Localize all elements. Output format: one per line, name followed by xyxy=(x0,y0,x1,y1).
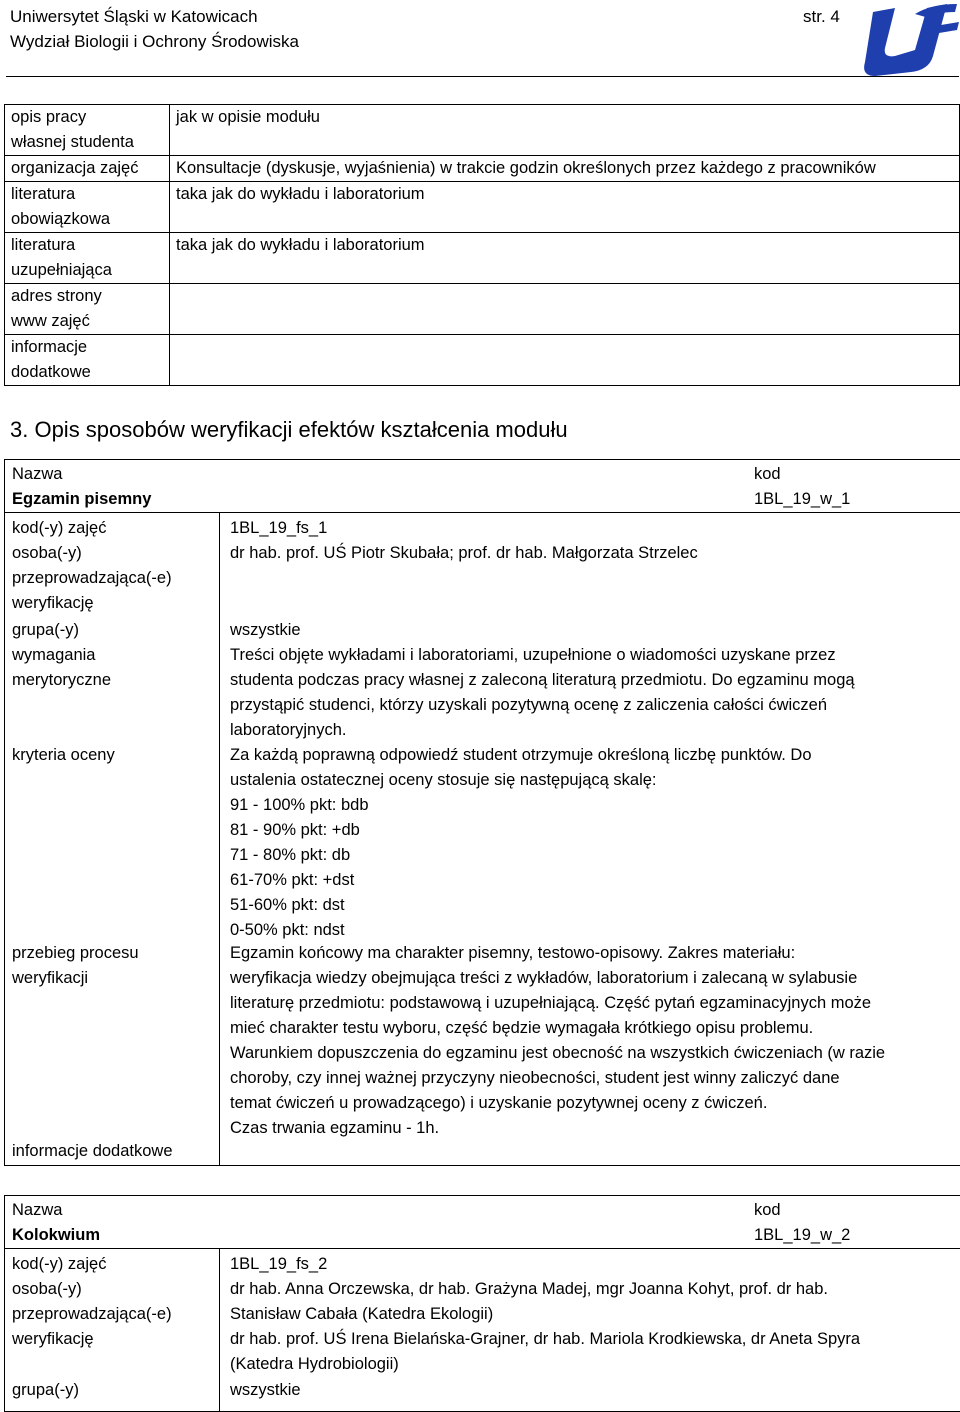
kod-zajec-label: kod(-y) zajęć xyxy=(12,1255,107,1273)
row-value: taka jak do wykładu i laboratorium xyxy=(170,233,960,284)
info-label: informacje dodatkowe xyxy=(12,1142,173,1160)
przebieg-value: Egzamin końcowy ma charakter pisemny, testowo-opisowy. Zakres materiału: weryfikacja wiedzy obejmująca treści z wykładów, laboratorium i zalecaną w sylabusie literaturę przedmiotu: podstawową i uzupełniającą. Część pytań egzaminacyjnych może mieć charakter testu wyboru, część będzie wymagała krótkiego opisu problemu. Warunkiem dopuszczenia do egzaminu jest obecność na wszystkich ćwiczeniach (w razie choroby, czy innej ważnej przyczyny nieobecności, student jest winny zaliczyć dane temat ćwiczeń u prowadzącego) i uzyskanie pozytywnej oceny z ćwiczeń. Czas trwania egzaminu - 1h. xyxy=(230,944,886,1137)
grupa-label: grupa(-y) xyxy=(12,621,79,639)
page-number: str. 4 xyxy=(803,7,840,26)
row-label: informacje dodatkowe xyxy=(5,335,170,386)
row-value: jak w opisie modułu xyxy=(170,105,960,156)
verification-code: 1BL_19_w_1 xyxy=(754,490,851,508)
table-row xyxy=(5,335,960,386)
wymagania-value: Treści objęte wykładami i laboratoriami, uzupełnione o wiadomości uzyskane przez studenta podczas pracy własnej z zaleconą literaturą przedmiotu. Do egzaminu mogą przystąpić studenci, którzy uzyskali pozytywną ocenę z zaliczenia całości ćwiczeń laboratoryjnych. xyxy=(230,646,855,739)
osoba-value: dr hab. prof. UŚ Piotr Skubała; prof. dr hab. Małgorzata Strzelec xyxy=(230,544,698,562)
grupa-label: grupa(-y) xyxy=(12,1381,79,1399)
row-label: opis pracy własnej studenta xyxy=(5,105,170,156)
wymagania-label: wymagania merytoryczne xyxy=(12,646,112,689)
row-value xyxy=(170,335,960,386)
kod-zajec-value: 1BL_19_fs_2 xyxy=(230,1255,328,1273)
kod-zajec-value: 1BL_19_fs_1 xyxy=(230,519,328,537)
university-name: Uniwersytet Śląski w Katowicach xyxy=(10,7,258,26)
osoba-value: dr hab. Anna Orczewska, dr hab. Grażyna Madej, mgr Joanna Kohyt, prof. dr hab. Stanisław Cabała (Katedra Ekologii) dr hab. prof. UŚ Irena Bielańska-Grajner, dr hab. Mariola Krodkiewska, dr Aneta Spyra (Katedra Hydrobiologii) xyxy=(230,1280,861,1373)
kod-label: kod xyxy=(754,465,781,483)
module-info-table xyxy=(4,104,960,386)
row-value xyxy=(170,284,960,335)
row-label: literatura obowiązkowa xyxy=(5,182,170,233)
verification-name: Egzamin pisemny xyxy=(12,490,152,508)
osoba-label: osoba(-y) przeprowadzająca(-e) weryfikację xyxy=(12,1280,172,1348)
verification-block-colloquium xyxy=(4,1195,960,1412)
table-row xyxy=(5,284,960,335)
row-value: taka jak do wykładu i laboratorium xyxy=(170,182,960,233)
section-title: 3. Opis sposobów weryfikacji efektów kształcenia modułu xyxy=(10,417,568,442)
grupa-value: wszystkie xyxy=(230,621,301,639)
university-logo-icon xyxy=(855,0,960,78)
row-label: organizacja zajęć xyxy=(5,156,170,182)
kod-zajec-label: kod(-y) zajęć xyxy=(12,519,107,537)
nazwa-label: Nazwa xyxy=(12,465,63,483)
grupa-value: wszystkie xyxy=(230,1381,301,1399)
verification-name: Kolokwium xyxy=(12,1226,101,1244)
row-label: adres strony www zajęć xyxy=(5,284,170,335)
verification-code: 1BL_19_w_2 xyxy=(754,1226,851,1244)
table-row xyxy=(5,156,960,182)
kryteria-label: kryteria oceny xyxy=(12,746,115,764)
nazwa-label: Nazwa xyxy=(12,1201,63,1219)
verification-block-exam xyxy=(4,459,960,1166)
table-row xyxy=(5,233,960,284)
row-value: Konsultacje (dyskusje, wyjaśnienia) w trakcie godzin określonych przez każdego z pracowników xyxy=(170,156,960,182)
kryteria-value: Za każdą poprawną odpowiedź student otrzymuje określoną liczbę punktów. Do ustalenia ostatecznej oceny stosuje się następującą skalę: 91 - 100% pkt: bdb 81 - 90% pkt: +db 71 - 80% pkt: db 61-70% pkt: +dst 51-60% pkt: dst 0-50% pkt: ndst xyxy=(230,746,812,939)
table-row xyxy=(5,182,960,233)
faculty-name: Wydział Biologii i Ochrony Środowiska xyxy=(10,32,299,51)
header-divider xyxy=(6,76,959,77)
row-label: literatura uzupełniająca xyxy=(5,233,170,284)
kod-label: kod xyxy=(754,1201,781,1219)
przebieg-label: przebieg procesu weryfikacji xyxy=(12,944,139,987)
table-row xyxy=(5,105,960,156)
osoba-label: osoba(-y) przeprowadzająca(-e) weryfikację xyxy=(12,544,172,612)
